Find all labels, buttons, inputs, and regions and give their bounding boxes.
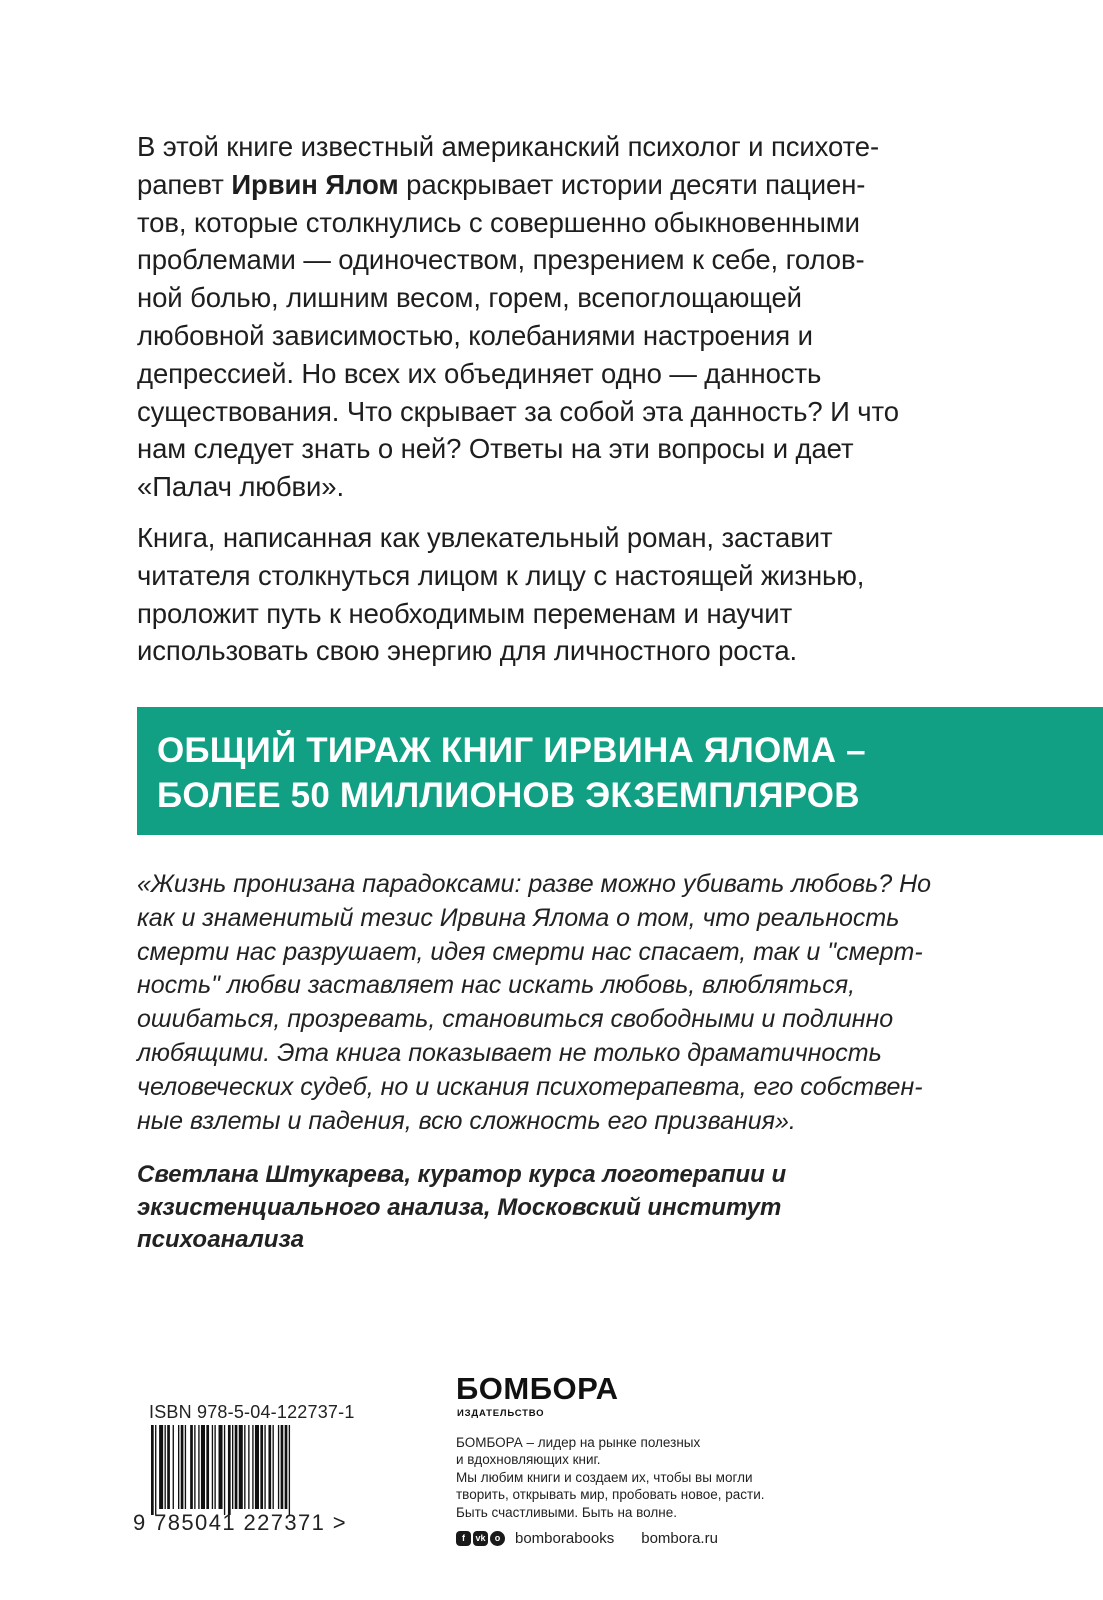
barcode-bar [155, 1425, 156, 1515]
vk-icon[interactable]: vk [473, 1531, 488, 1546]
description-line: тов, которые столкнулись с совершенно обыкновенными [137, 206, 860, 238]
description-line: читателя столкнуться лицом к лицу с настоящей жизнью, [137, 559, 865, 591]
publisher-about [456, 1434, 876, 1521]
barcode-bar [244, 1425, 245, 1509]
barcode-bar [252, 1425, 253, 1509]
barcode-bar [255, 1425, 259, 1509]
author-name: Ирвин Ялом [231, 168, 399, 200]
barcode-bar [178, 1425, 179, 1509]
social-handle[interactable]: bomborabooks [515, 1529, 615, 1547]
barcode-bar [167, 1425, 170, 1509]
banner-text [157, 728, 866, 818]
barcode-bar [264, 1425, 265, 1509]
publisher-social-links [456, 1528, 718, 1548]
barcode-bar [273, 1425, 274, 1509]
description-line: проложит путь к необходимым переменам и научит [137, 597, 793, 629]
barcode-bar [173, 1425, 174, 1509]
quote-line: любящими. Эта книга показывает не только драматичность [137, 1038, 882, 1067]
attribution-line: психоанализа [137, 1226, 305, 1253]
barcode-bar [268, 1425, 271, 1509]
description-text: раскрывает истории десяти пациен- [398, 168, 866, 200]
quote-line: ные взлеты и падения, всю сложность его призвания». [137, 1106, 796, 1135]
barcode-bar [224, 1425, 225, 1515]
publisher-logo-subtitle: ИЗДАТЕЛЬСТВО [457, 1408, 545, 1419]
barcode-bar [165, 1425, 166, 1509]
barcode-bar [232, 1425, 233, 1509]
publisher-website[interactable]: bombora.ru [641, 1529, 718, 1547]
quote-line: ность" любви заставляет нас искать любовь, влюбляться, [137, 971, 856, 1000]
banner-line-2: БОЛЕЕ 50 МИЛЛИОНОВ ЭКЗЕМПЛЯРОВ [157, 776, 860, 815]
description-line: существования. Что скрывает за собой эта данность? И что [137, 395, 899, 427]
barcode-bar [235, 1425, 238, 1509]
barcode-bar [151, 1425, 154, 1515]
description-line: ной болью, лишним весом, горем, всепоглощающей [137, 282, 802, 314]
barcode-bar [278, 1425, 279, 1509]
banner-line-1: ОБЩИЙ ТИРАЖ КНИГ ИРВИНА ЯЛОМА – [157, 731, 866, 770]
barcode-icon [151, 1425, 341, 1515]
description-line: депрессией. Но всех их объединяет одно — данность [137, 357, 822, 389]
barcode-bar [228, 1425, 231, 1515]
barcode-bar [159, 1425, 163, 1509]
barcode-bar [185, 1425, 186, 1509]
about-line: Быть счастливыми. Быть на волне. [456, 1504, 677, 1520]
quote-line: человеческих судеб, но и искания психотерапевта, его собствен- [137, 1072, 923, 1101]
about-line: БОМБОРА – лидер на рынке полезных [456, 1435, 701, 1450]
description-line: В этой книге известный американский психолог и психоте- [137, 131, 880, 162]
description-line: «Палач любви». [137, 471, 344, 503]
barcode-bar [194, 1425, 195, 1509]
quote-line: смерти нас разрушает, идея смерти нас спасает, так и "смерт- [137, 937, 923, 966]
barcode-digits: 9 785041 227371 > [133, 1510, 348, 1535]
description-line: нам следует знать о ней? Ответы на эти вопросы и дает [137, 433, 854, 465]
barcode-bar [206, 1425, 209, 1509]
description-text: рапевт [137, 168, 232, 200]
about-line: Мы любим книги и создаем их, чтобы вы могли [456, 1469, 753, 1485]
description-line: Книга, написанная как увлекательный роман, заставит [137, 521, 833, 553]
attribution-line: Светлана Штукарева, куратор курса логотерапии и [137, 1161, 787, 1188]
barcode-bar [198, 1425, 199, 1509]
barcode-bar [190, 1425, 193, 1509]
barcode-bar [181, 1425, 184, 1509]
barcode-bar [239, 1425, 243, 1509]
barcode-bar [285, 1425, 288, 1509]
facebook-icon[interactable]: f [456, 1531, 471, 1546]
barcode-bar [281, 1425, 284, 1509]
book-description [137, 128, 997, 670]
description-line: проблемами — одиночеством, презрением к себе, голов- [137, 244, 865, 276]
barcode-bar [201, 1425, 205, 1509]
description-line: использовать свою энергию для личностного роста. [137, 635, 798, 667]
description-line: любовной зависимостью, колебаниями настроения и [137, 319, 813, 351]
barcode-bar [248, 1425, 249, 1509]
barcode-bar [260, 1425, 263, 1509]
quote-line: ошибаться, прозревать, становиться свободными и подлинно [137, 1005, 894, 1034]
instagram-icon[interactable]: o [490, 1531, 505, 1546]
description-line [137, 166, 997, 204]
description-paragraph-1 [137, 128, 997, 506]
isbn-label: ISBN 978-5-04-122737-1 [149, 1402, 355, 1422]
review-quote [137, 868, 997, 1138]
barcode-bar [219, 1425, 223, 1509]
publisher-logo: БОМБОРА [456, 1371, 619, 1406]
barcode-bar [289, 1425, 290, 1515]
circulation-banner [137, 707, 1103, 835]
about-line: творить, открывать мир, пробовать новое, расти. [456, 1487, 765, 1503]
quote-line: «Жизнь пронизана парадоксами: разве можно убивать любовь? Но [137, 870, 932, 898]
description-paragraph-2 [137, 519, 997, 670]
barcode-bar [212, 1425, 213, 1509]
quote-line: как и знаменитый тезис Ирвина Ялома о том, что реальность [137, 903, 900, 932]
attribution-line: экзистенциального анализа, Московский институт [137, 1193, 782, 1221]
quote-attribution [137, 1159, 997, 1257]
barcode-bar [214, 1425, 215, 1509]
about-line: и вдохновляющих книг. [456, 1452, 601, 1468]
